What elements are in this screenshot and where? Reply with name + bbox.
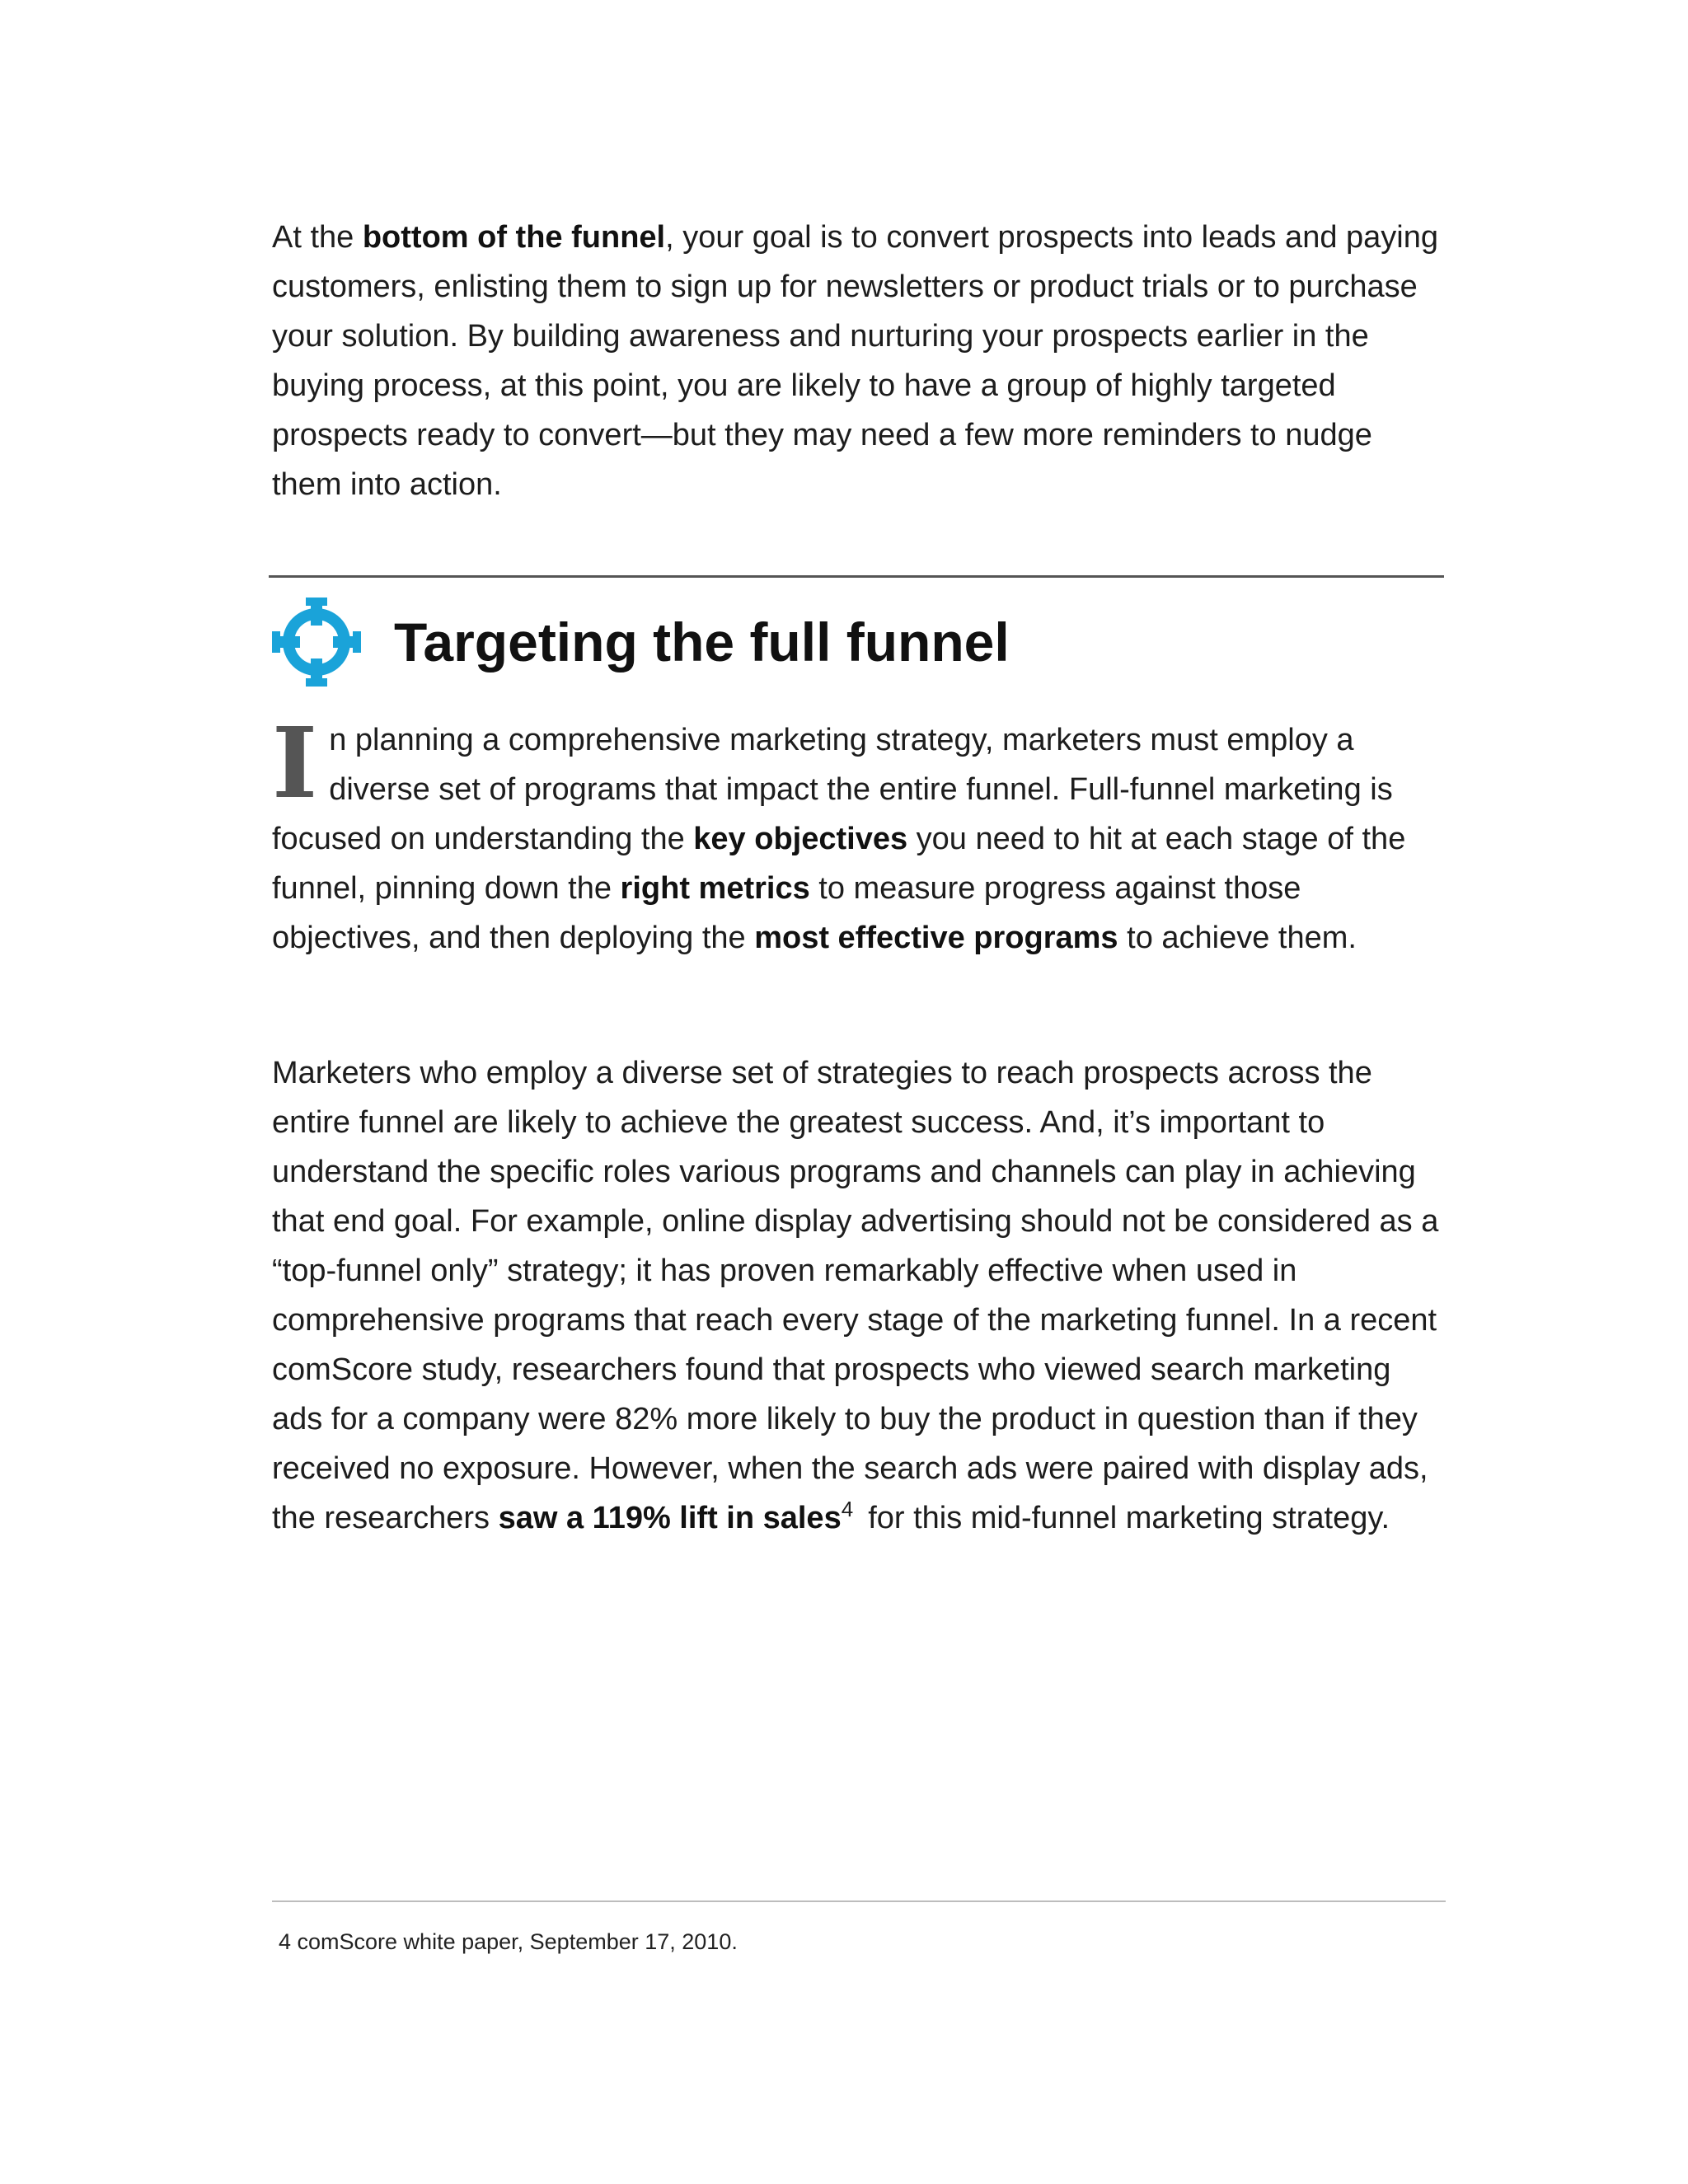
- p2-bold-lift-in-sales: saw a 119% lift in sales: [498, 1501, 842, 1535]
- crosshair-target-icon: [272, 598, 361, 687]
- intro-text-1: At the: [272, 220, 363, 255]
- p2-text-2: for this mid-funnel marketing strategy.: [868, 1501, 1390, 1535]
- section-divider: [269, 575, 1444, 578]
- body-paragraph-1: [272, 705, 1442, 963]
- footnote-divider: [272, 1900, 1446, 1902]
- footnote-reference: 4: [841, 1497, 854, 1522]
- intro-paragraph: [272, 213, 1442, 509]
- section-title: Targeting the full funnel: [394, 612, 1010, 673]
- drop-cap: I: [272, 705, 318, 820]
- p1-text-4: to achieve them.: [1118, 921, 1357, 955]
- p1-text-1: n planning a comprehensive marketing strategy, marketers must employ a diverse set of programs that impact the entire funnel. Full-funnel marketing is focused on understanding the: [272, 723, 1393, 856]
- p1-text-2: you need to hit at each stage of the funnel, pinning down the: [272, 822, 1406, 906]
- intro-text-2: , your goal is to convert prospects into leads and paying customers, enlisting them to sign up for newsletters or product trials or to purchase your solution. By building awareness and nurturing your prospects earlier in the buying process, at this point, you are likely to have a group of highly targeted prospects ready to convert—but they may need a few more reminders to nudge them into action.: [272, 220, 1438, 502]
- section-heading: [272, 598, 1442, 688]
- p2-text-1: Marketers who employ a diverse set of strategies to reach prospects across the entire funnel are likely to achieve the greatest success. And, it’s important to understand the specific roles various programs and channels can play in achieving that end goal. For example, online display advertising should not be considered as a “top-funnel only” strategy; it has proven remarkably effective when used in comprehensive programs that reach every stage of the marketing funnel. In a recent comScore study, researchers found that prospects who viewed search marketing ads for a company were 82% more likely to buy the product in question than if they received no exposure. However, when the search ads were paired with display ads, the researchers: [272, 1056, 1439, 1535]
- p1-bold-most-effective: most effective programs: [754, 921, 1118, 955]
- p1-bold-right-metrics: right metrics: [620, 871, 810, 906]
- p1-text-3: to measure progress against those objectives, and then deploying the: [272, 871, 1301, 955]
- p1-bold-key-objectives: key objectives: [693, 822, 908, 856]
- body-paragraph-2: [272, 1048, 1442, 1543]
- footnote: 4 comScore white paper, September 17, 2010.: [279, 1929, 738, 1954]
- intro-bold-bottom-of-funnel: bottom of the funnel: [362, 220, 666, 255]
